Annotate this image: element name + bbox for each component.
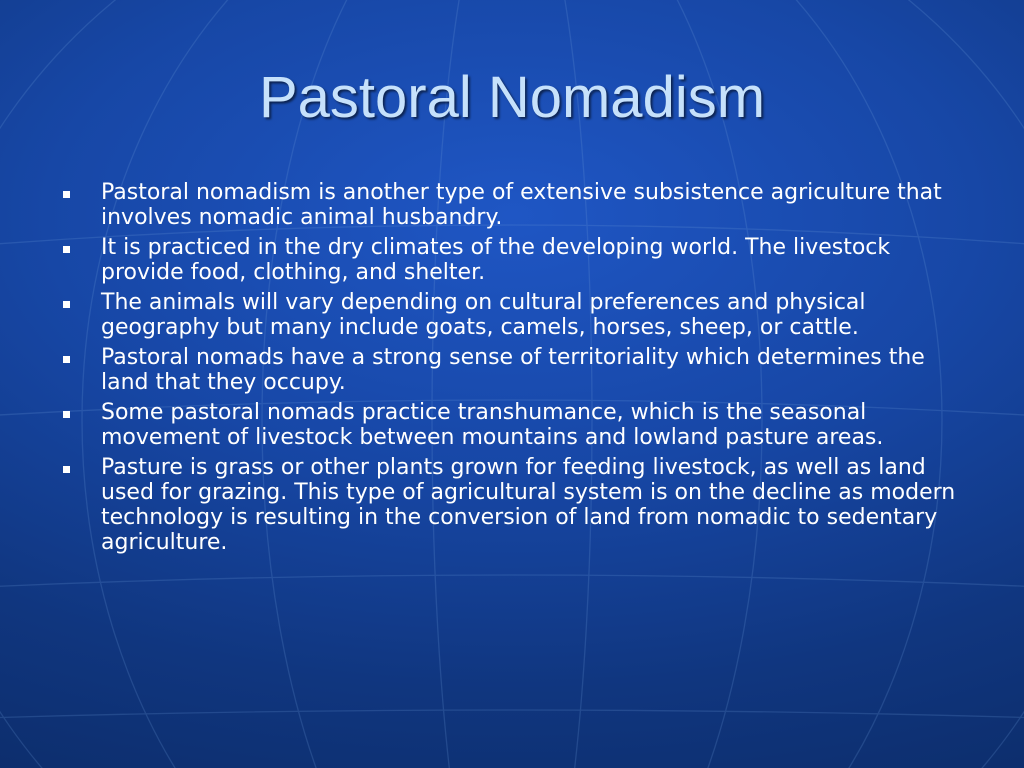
bullet-item [60, 345, 970, 395]
square-bullet-icon [63, 301, 70, 308]
square-bullet-icon [63, 411, 70, 418]
bullet-text: The animals will vary depending on cultural preferences and physical geography but many include goats, camels, horses, sheep, or cattle. [101, 290, 866, 340]
bullet-text: Pastoral nomadism is another type of extensive subsistence agriculture that involves nomadic animal husbandry. [101, 180, 942, 230]
bullet-item [60, 400, 970, 450]
square-bullet-icon [63, 356, 70, 363]
bullet-item [60, 455, 970, 555]
bullet-text: Some pastoral nomads practice transhumance, which is the seasonal movement of livestock between mountains and lowland pasture areas. [101, 400, 884, 450]
bullet-list [60, 180, 970, 560]
bullet-item [60, 235, 970, 285]
bullet-text: Pasture is grass or other plants grown for feeding livestock, as well as land used for grazing. This type of agricultural system is on the decline as modern technology is resulting in the conversion of land from nomadic to sedentary agriculture. [101, 455, 956, 555]
square-bullet-icon [63, 246, 70, 253]
bullet-item [60, 290, 970, 340]
bullet-text: Pastoral nomads have a strong sense of territoriality which determines the land that they occupy. [101, 345, 925, 395]
bullet-text: It is practiced in the dry climates of the developing world. The livestock provide food, clothing, and shelter. [101, 235, 891, 285]
square-bullet-icon [63, 191, 70, 198]
square-bullet-icon [63, 466, 70, 473]
bullet-item [60, 180, 970, 230]
slide-title: Pastoral Nomadism [258, 65, 766, 130]
